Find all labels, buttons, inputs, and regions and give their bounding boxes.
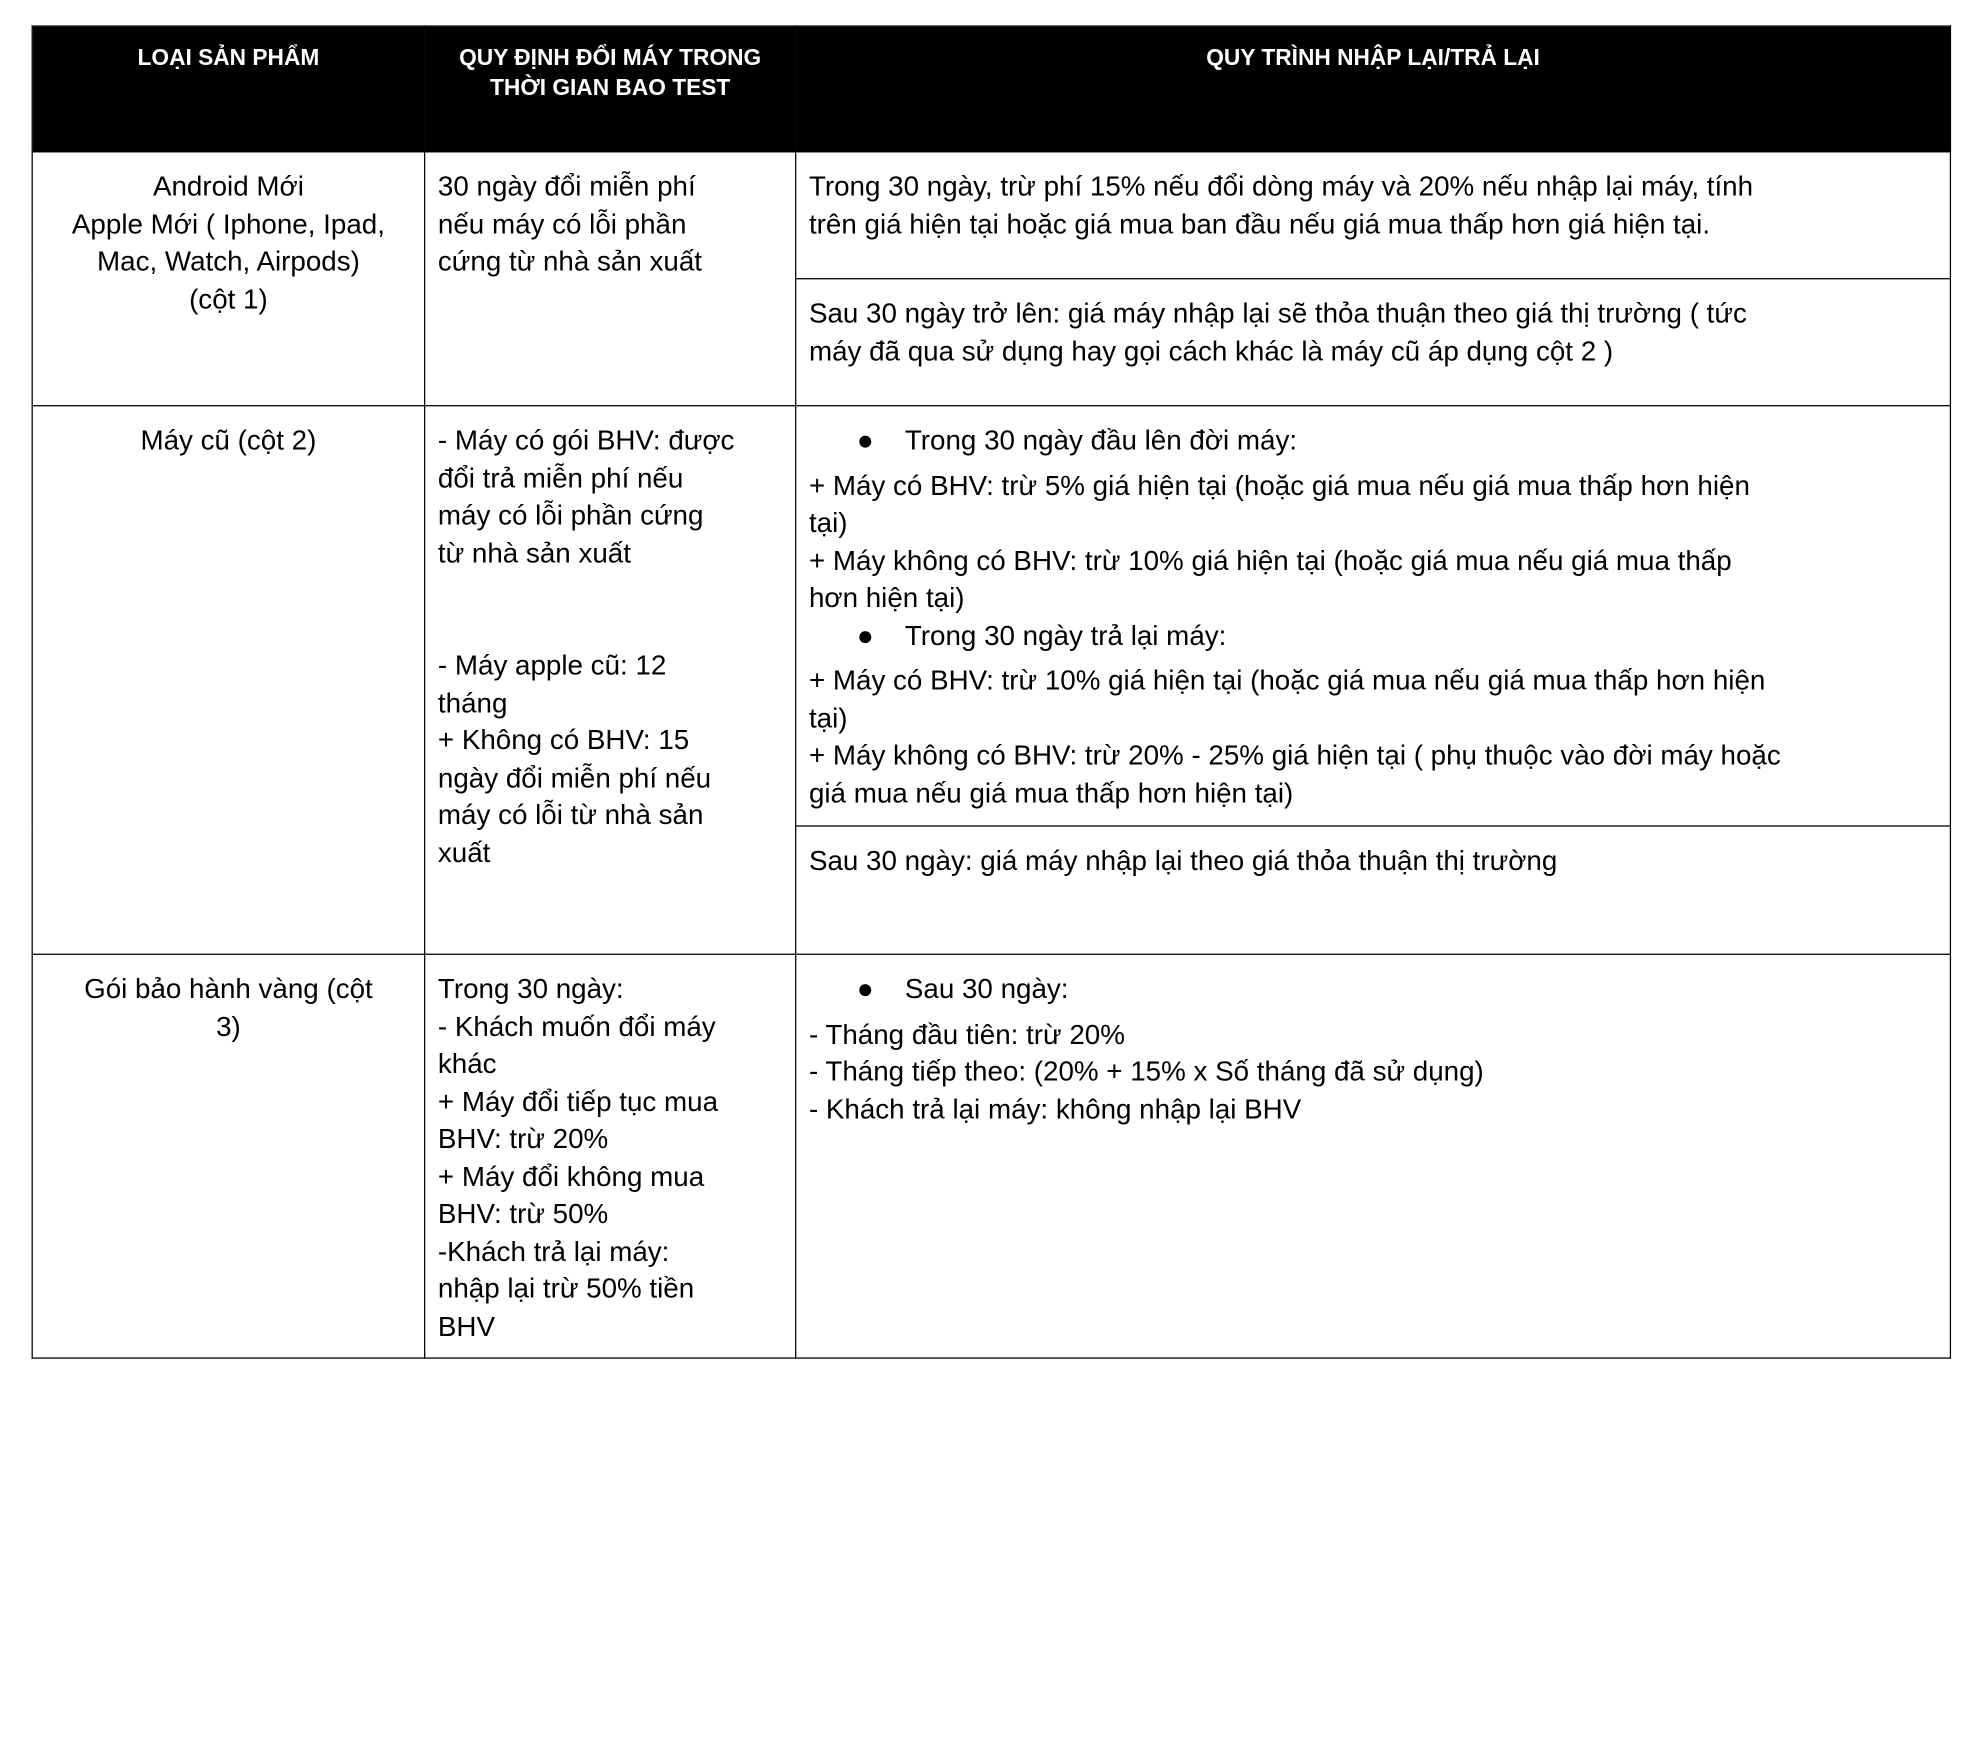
row3-return-process: ● Sau 30 ngày: - Tháng đầu tiên: trừ 20% - Tháng tiếp theo: (20% + 15% x Số tháng đã sử dụng) - Khách trả lại máy: không nhập lại BHV — [796, 954, 1951, 1358]
bullet-dot-icon: ● — [856, 619, 874, 651]
row1-process-after-30-days: Sau 30 ngày trở lên: giá máy nhập lại sẽ thỏa thuận theo giá thị trường ( tức máy đã qua sử dụng hay gọi cách khác là máy cũ áp dụng cột 2 ) — [796, 279, 1951, 406]
row3-exchange-rule: Trong 30 ngày: - Khách muốn đổi máy khác + Máy đổi tiếp tục mua BHV: trừ 20% + Máy đổi không mua BHV: trừ 50% -Khách trả lại máy: nhập lại trừ 50% tiền BHV — [425, 954, 796, 1358]
header-row — [32, 26, 1950, 152]
bullet-dot-icon: ● — [856, 424, 874, 456]
row3-product-type: Gói bảo hành vàng (cột 3) — [32, 954, 424, 1358]
row2-process-within-30-days: ● Trong 30 ngày đầu lên đời máy: + Máy có BHV: trừ 5% giá hiện tại (hoặc giá mua nếu giá mua thấp hơn hiện tại) + Máy không có BHV: trừ 10% giá hiện tại (hoặc giá mua nếu giá mua thấp hơn hiện tại) ● Trong 30 ngày trả lại máy: + Máy có BHV: trừ 10% giá hiện tại (hoặc giá mua nếu giá mua thấp hơn hiện tại) + Máy không có BHV: trừ 20% - 25% giá hiện tại ( phụ thuộc vào đời máy hoặc giá mua nếu giá mua thấp hơn hiện tại) — [796, 406, 1951, 826]
row1-product-type: Android Mới Apple Mới ( Iphone, Ipad, Mac, Watch, Airpods) (cột 1) — [32, 152, 424, 406]
table-row — [32, 954, 1950, 1358]
bullet-upgrade: ● Trong 30 ngày đầu lên đời máy: — [809, 422, 1937, 459]
header-return-process: QUY TRÌNH NHẬP LẠI/TRẢ LẠI — [796, 26, 1951, 152]
header-exchange-rule: QUY ĐỊNH ĐỔI MÁY TRONG THỜI GIAN BAO TEST — [425, 26, 796, 152]
bullet-return: ● Trong 30 ngày trả lại máy: — [809, 616, 1937, 653]
row2-process-after-30-days: Sau 30 ngày: giá máy nhập lại theo giá thỏa thuận thị trường — [796, 826, 1951, 954]
row2-exchange-rule: - Máy có gói BHV: được đổi trả miễn phí nếu máy có lỗi phần cứng từ nhà sản xuất - Máy apple cũ: 12 tháng + Không có BHV: 15 ngày đổi miễn phí nếu máy có lỗi từ nhà sản xuất — [425, 406, 796, 955]
row2-product-type: Máy cũ (cột 2) — [32, 406, 424, 955]
bullet-after-30-days: ● Sau 30 ngày: — [809, 970, 1937, 1007]
bullet-dot-icon: ● — [856, 972, 874, 1005]
row1-process-within-30-days: Trong 30 ngày, trừ phí 15% nếu đổi dòng máy và 20% nếu nhập lại máy, tính trên giá hiện tại hoặc giá mua ban đầu nếu giá mua thấp hơn giá hiện tại. — [796, 152, 1951, 279]
header-product-type: LOẠI SẢN PHẨM — [32, 26, 424, 152]
policy-table — [32, 25, 1952, 1358]
table-row — [32, 406, 1950, 826]
table-row — [32, 152, 1950, 279]
row1-exchange-rule: 30 ngày đổi miễn phí nếu máy có lỗi phần cứng từ nhà sản xuất — [425, 152, 796, 406]
